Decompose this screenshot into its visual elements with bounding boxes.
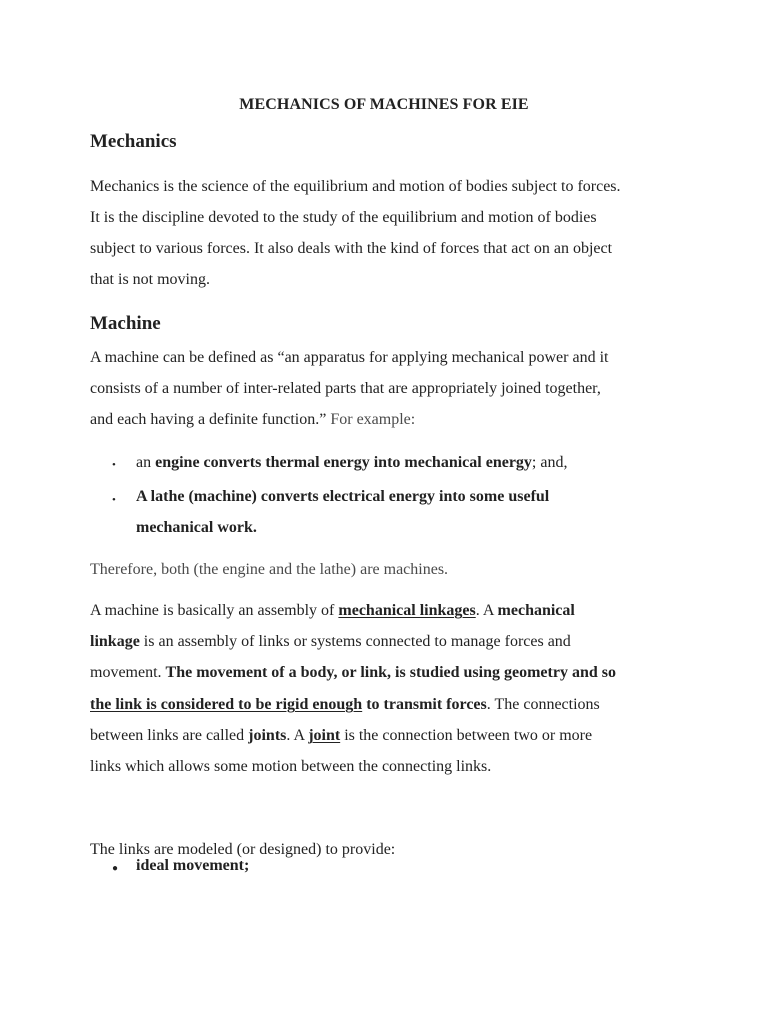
linkage-line-3-bold: The movement of a body, or link, is studied using geometry and so: [165, 664, 616, 681]
list-item-engine-post: ; and,: [531, 454, 568, 471]
linkage-line-4-post: . The connections: [486, 696, 600, 713]
for-example-text: For example:: [326, 411, 416, 428]
mechanical-linkages-term: mechanical linkages: [338, 602, 476, 619]
heading-mechanics: Mechanics: [90, 131, 177, 152]
linkage-line-1: [90, 601, 575, 621]
list-item-engine: [136, 453, 567, 473]
list-item-engine-pre: an: [136, 454, 156, 471]
bullet-icon: •: [112, 459, 116, 471]
linkage-line-5-mid: . A: [286, 727, 309, 744]
joint-term: joint: [308, 727, 341, 744]
list-item-lathe-line-1: A lathe (machine) converts electrical energy into some useful: [136, 488, 550, 505]
mechanics-line-4: that is not moving.: [90, 271, 210, 288]
transmit-forces-text: to transmit forces: [362, 696, 487, 713]
therefore-text: Therefore, both (the engine and the lathe) are machines.: [90, 561, 449, 578]
bullet-icon: ●: [112, 863, 119, 874]
linkage-line-5-post: is the connection between two or more: [340, 727, 593, 744]
linkage-line-1-pre: A machine is basically an assembly of: [90, 602, 339, 619]
rigid-link-term: the link is considered to be rigid enough: [90, 696, 363, 713]
linkage-line-3-pre: movement.: [90, 664, 166, 681]
machine-def-line-3: [90, 410, 415, 430]
mechanics-line-1: Mechanics is the science of the equilibrium and motion of bodies subject to forces.: [90, 178, 621, 195]
mechanical-term: mechanical: [497, 602, 575, 619]
linkage-line-4: [90, 695, 600, 715]
heading-machine: Machine: [90, 313, 161, 334]
linkage-term: linkage: [90, 633, 140, 650]
list-item-engine-bold: engine converts thermal energy into mechanical energy: [155, 454, 532, 471]
document-title: MECHANICS OF MACHINES FOR EIE: [239, 96, 529, 113]
linkage-line-1-mid: . A: [475, 602, 498, 619]
mechanics-line-2: It is the discipline devoted to the study of the equilibrium and motion of bodies: [90, 209, 597, 226]
links-intro: The links are modeled (or designed) to provide:: [90, 841, 396, 858]
linkage-line-5-pre: between links are called: [90, 727, 249, 744]
list-item-ideal-movement: ideal movement;: [136, 857, 250, 874]
linkage-line-3: [90, 663, 616, 683]
linkage-line-6: links which allows some motion between the connecting links.: [90, 758, 492, 775]
linkage-line-2-post: is an assembly of links or systems connected to manage forces and: [139, 633, 571, 650]
bullet-icon: •: [112, 494, 116, 506]
linkage-line-5: [90, 726, 592, 746]
machine-def-line-1: A machine can be defined as “an apparatus for applying mechanical power and it: [90, 349, 609, 366]
mechanics-line-3: subject to various forces. It also deals with the kind of forces that act on an object: [90, 240, 613, 257]
machine-def-line-2: consists of a number of inter-related parts that are appropriately joined together,: [90, 380, 601, 397]
list-item-lathe-line-2: mechanical work.: [136, 519, 257, 536]
machine-def-last: and each having a definite function.”: [90, 411, 327, 428]
joints-term: joints: [248, 727, 287, 744]
linkage-line-2: [90, 632, 571, 652]
